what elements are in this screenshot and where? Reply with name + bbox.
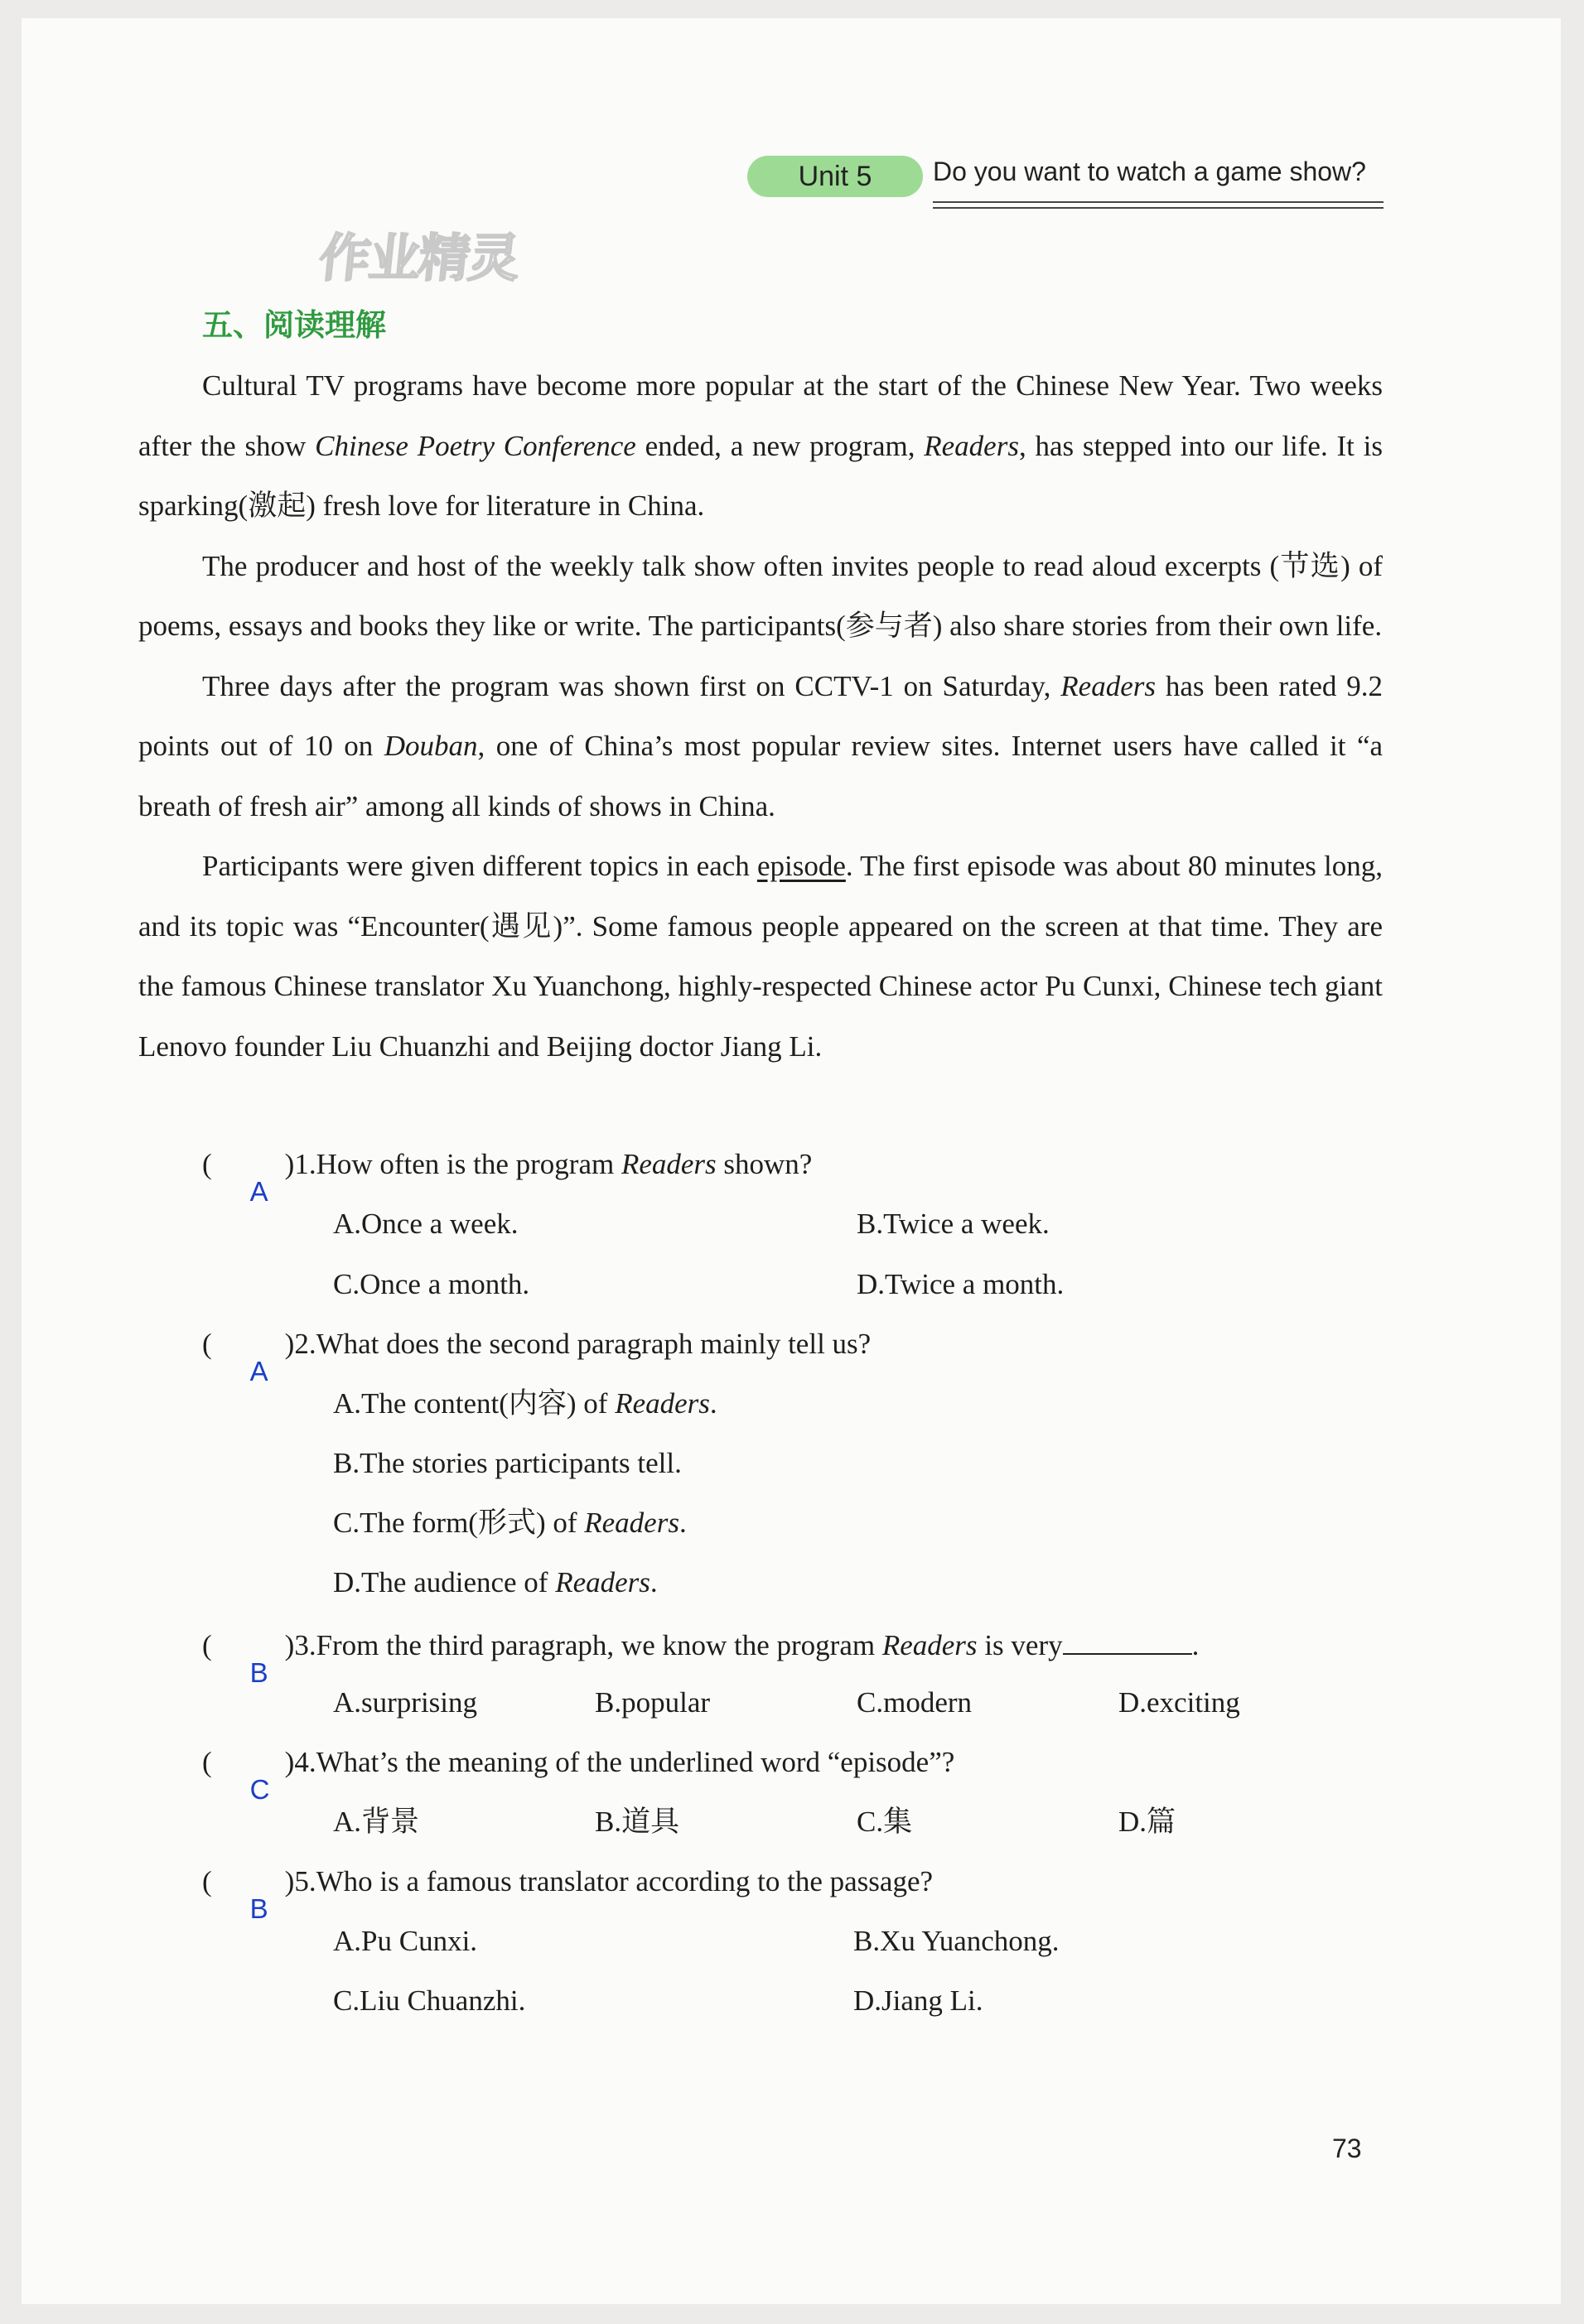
question-stem: is very <box>977 1629 1063 1661</box>
option-5c: C.Liu Chuanzhi. <box>333 1984 526 2017</box>
question-4: ( C )4.What’s the meaning of the underlined word “episode”? <box>202 1744 954 1781</box>
option-3c: C.modern <box>857 1686 973 1719</box>
page-number: 73 <box>1332 2134 1362 2163</box>
option-1a: A.Once a week. <box>333 1208 519 1240</box>
show-title: Chinese Poetry Conference <box>315 429 636 462</box>
answer-letter: B <box>249 1657 268 1688</box>
program-title: Readers <box>621 1148 717 1180</box>
underlined-word: episode <box>756 850 846 882</box>
option-2d <box>333 1565 658 1601</box>
option-5b: B.Xu Yuanchong. <box>853 1925 1060 1957</box>
option-2c <box>333 1505 687 1541</box>
program-title: Readers <box>615 1387 710 1420</box>
site-name: Douban <box>384 730 478 762</box>
text-run: Three days after the program was shown first on CCTV-1 on Saturday, <box>202 669 1061 702</box>
program-title: Readers <box>584 1507 679 1539</box>
answer-letter: A <box>249 1356 268 1386</box>
text-run: . The first episode was about 80 minutes long, and its topic was “Encounter(遇见)”. Some famous people appeared on the screen at that time. They are the famous Chinese translator Xu Yuanchong, highly-respected Chinese actor Pu Cunxi, Chinese tech giant Lenovo founder Liu Chuanzhi and Beijing doctor Jiang Li. <box>138 850 1383 1063</box>
option-text: B.The stories participants tell. <box>333 1447 682 1479</box>
option-2b <box>333 1445 682 1482</box>
program-title: Readers <box>881 1629 978 1661</box>
answer-letter: C <box>249 1774 270 1805</box>
answer-letter: B <box>249 1893 268 1924</box>
option-text: . <box>709 1387 717 1420</box>
question-stem: shown? <box>716 1148 813 1180</box>
program-title: Readers <box>924 429 1019 462</box>
question-3: ( B )3.From the third paragraph, we know the program Readers is very . <box>202 1625 1199 1664</box>
text-run: ended, a new program, <box>635 429 925 462</box>
question-stem: . <box>1191 1629 1200 1661</box>
option-4b: B.道具 <box>595 1806 680 1838</box>
question-5: ( B )5.Who is a famous translator according to the passage? <box>202 1864 933 1900</box>
reading-passage <box>138 356 1383 1077</box>
option-4c: C.集 <box>857 1806 913 1838</box>
option-1d: D.Twice a month. <box>857 1268 1065 1300</box>
unit-title: Do you want to watch a game show? <box>933 157 1366 186</box>
option-1b: B.Twice a week. <box>857 1208 1050 1240</box>
option-text: A.The content(内容) of <box>333 1387 616 1420</box>
question-stem: 3.From the third paragraph, we know the program <box>294 1629 882 1661</box>
answer-blank <box>1063 1625 1192 1655</box>
option-text: D.The audience of <box>333 1566 556 1598</box>
option-3d: D.exciting <box>1118 1686 1240 1719</box>
option-3b: B.popular <box>595 1686 711 1719</box>
program-title: Readers <box>555 1566 650 1598</box>
question-2: ( A )2.What does the second paragraph mainly tell us? <box>202 1326 871 1362</box>
option-2a <box>333 1386 717 1422</box>
text-run: , one of China’s most popular review sites. Internet users have called it “a breath of fresh air” among all kinds of shows in China. <box>138 730 1384 822</box>
unit-badge: Unit 5 <box>747 156 923 197</box>
option-1c: C.Once a month. <box>333 1268 530 1300</box>
text-run: has been rated 9.2 points out of 10 on <box>138 669 1383 762</box>
paragraph-3 <box>138 657 1383 837</box>
program-title: Readers <box>1060 669 1156 702</box>
option-4a: A.背景 <box>333 1806 420 1838</box>
question-stem: 2.What does the second paragraph mainly tell us? <box>294 1328 872 1360</box>
option-text: . <box>650 1566 658 1598</box>
question-stem: 4.What’s the meaning of the underlined word “episode”? <box>294 1746 955 1778</box>
option-3a: A.surprising <box>333 1686 478 1719</box>
header-rule-top <box>933 201 1384 203</box>
answer-letter: A <box>249 1176 268 1207</box>
text-run: Cultural TV programs have become more popular at the start of the Chinese New Year. Two weeks after the show <box>138 369 1383 462</box>
text-run: , has stepped into our life. It is sparking(激起) fresh love for literature in China. <box>138 429 1384 522</box>
paragraph-2: The producer and host of the weekly talk show often invites people to read aloud excerpts (节选) of poems, essays and books they like or write. The participants(参与者) also share stories from their own life. <box>138 549 1383 642</box>
text-run: Participants were given different topics in each <box>202 850 757 882</box>
watermark-logo: 作业精灵 <box>316 228 522 288</box>
question-stem: 5.Who is a famous translator according to the passage? <box>294 1865 934 1897</box>
header-rule-bottom <box>933 207 1384 209</box>
option-5a: A.Pu Cunxi. <box>333 1925 478 1957</box>
paragraph-1 <box>138 356 1383 537</box>
question-1: ( A )1.How often is the program Readers shown? <box>202 1146 812 1183</box>
question-stem: 1.How often is the program <box>294 1148 621 1180</box>
option-text: . <box>679 1507 687 1539</box>
option-5d: D.Jiang Li. <box>853 1984 983 2017</box>
option-4d: D.篇 <box>1118 1806 1176 1838</box>
paragraph-4 <box>138 837 1383 1077</box>
option-text: C.The form(形式) of <box>333 1507 585 1539</box>
section-title: 五、阅读理解 <box>202 307 386 343</box>
